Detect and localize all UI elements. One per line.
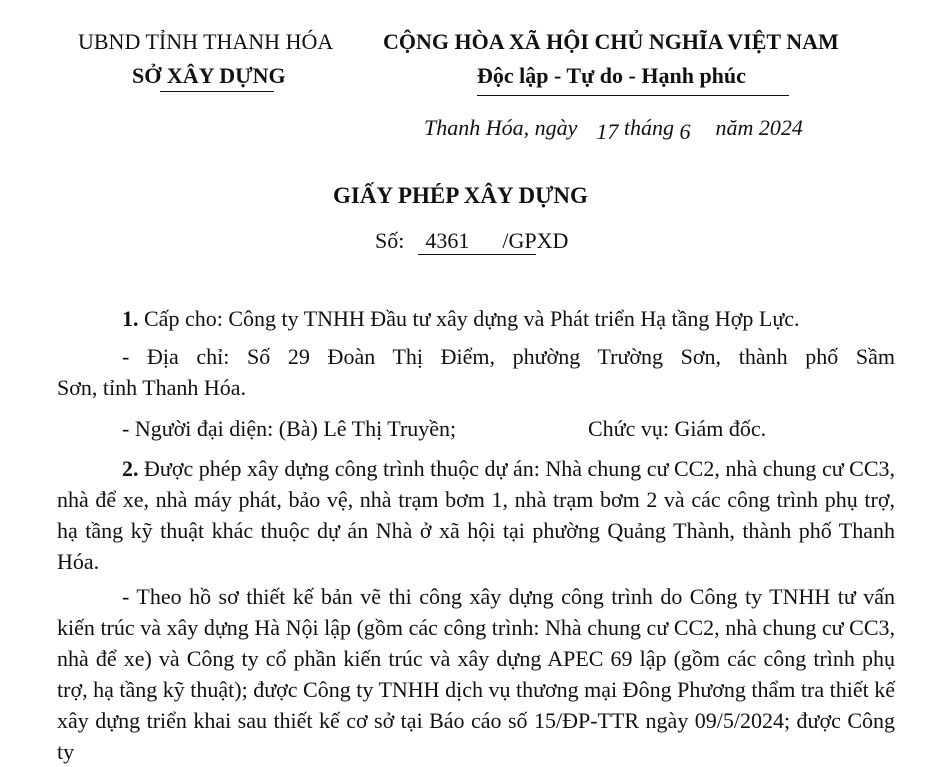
document-number [375,228,568,254]
document-title: GIẤY PHÉP XÂY DỰNG [333,183,588,208]
address-line2: Sơn, tỉnh Thanh Hóa. [57,375,247,400]
number-underline [418,254,536,255]
date-day: 17 [596,119,619,144]
date-prefix: Thanh Hóa, ngày [424,115,578,140]
department-underline [160,91,274,92]
department-name: SỞ XÂY DỰNG [132,63,286,88]
number-suffix: /GPXD [502,228,569,253]
paragraph-permission [57,453,895,577]
design-docs-text: - Theo hồ sơ thiết kế bản vẽ thi công xây dựng công trình do Công ty TNHH tư vấn kiến trúc và xây dựng Hà Nội lập (gồm các công trình: Nhà chung cư CC2, nhà chung cư CC3, nhà để xe) và Công ty cổ phần kiến trúc và xây dựng APEC 69 lập (gồm các công trình phụ trợ, hạ tầng kỹ thuật); được Công ty TNHH dịch vụ thương mại Đông Phương thẩm tra thiết kế xây dựng triển khai sau thiết kế cơ sở tại Báo cáo số 15/ĐP-TTR ngày 09/5/2024; được Công ty [57,584,895,764]
issue-date [424,115,803,144]
number-value: 4361 [425,228,470,253]
representative-position: Chức vụ: Giám đốc. [588,416,767,441]
permission-text: Được phép xây dựng công trình thuộc dự án: Nhà chung cư CC2, nhà chung cư CC3, nhà để xe, nhà máy phát, bảo vệ, nhà trạm bơm 1, nhà trạm bơm 2 và các công trình phụ trợ, hạ tầng kỹ thuật khác thuộc dự án Nhà ở xã hội tại phường Quảng Thành, thành phố Thanh Hóa. [57,456,896,574]
grantee-text: Cấp cho: Công ty TNHH Đầu tư xây dựng và Phát triển Hạ tầng Hợp Lực. [144,306,800,331]
authority-name: UBND TỈNH THANH HÓA [78,29,334,54]
nation-name: CỘNG HÒA XÃ HỘI CHỦ NGHĨA VIỆT NAM [383,29,839,54]
date-month: 6 [679,119,691,144]
date-month-label: tháng [623,115,675,140]
section-2-number: 2. [122,456,139,481]
paragraph-design-docs [57,581,895,767]
motto-underline [477,95,789,96]
number-label: Số: [375,228,405,253]
paragraph-address [57,341,895,403]
paragraph-grantee [57,303,895,334]
representative: - Người đại diện: (Bà) Lê Thị Truyền; [122,416,457,441]
nation-motto: Độc lập - Tự do - Hạnh phúc [477,63,746,88]
address-line1: - Địa chỉ: Số 29 Đoàn Thị Điểm, phường Trường Sơn, thành phố Sầm [122,344,895,369]
section-1-number: 1. [122,306,139,331]
date-year: năm 2024 [715,115,803,140]
